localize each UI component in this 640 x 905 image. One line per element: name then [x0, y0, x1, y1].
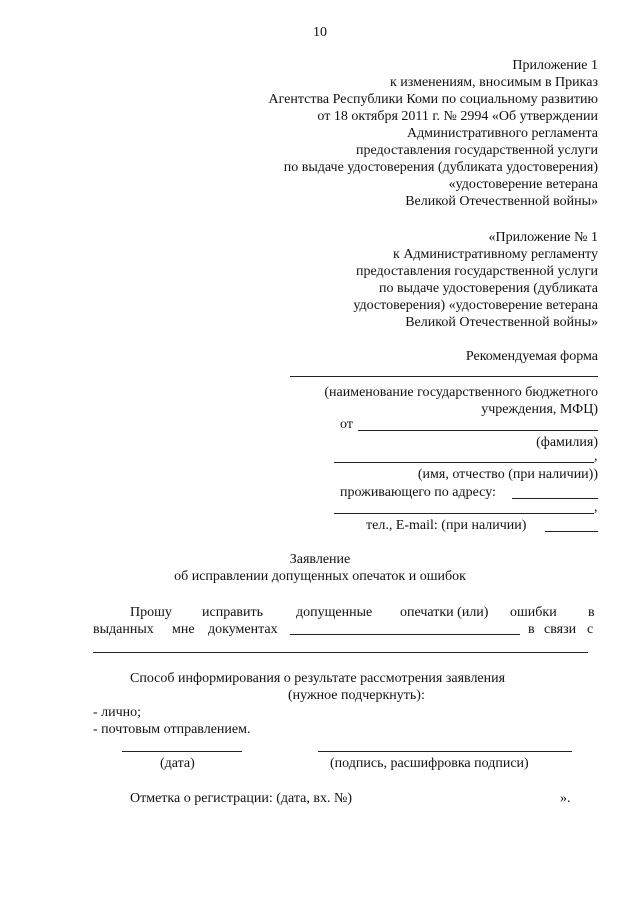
page-number: 10	[313, 25, 327, 40]
body-word: в	[588, 605, 595, 620]
body-word: с	[587, 622, 594, 637]
from-label: от	[340, 417, 353, 432]
inform-heading: Способ информирования о результате рассмотрения заявления	[130, 671, 506, 686]
body-word: связи	[544, 622, 577, 637]
registration-end: ».	[560, 791, 571, 806]
body-word: документах	[208, 622, 278, 637]
body-word: допущенные	[296, 605, 373, 620]
name-line	[334, 462, 594, 463]
institution-hint: (наименование государственного бюджетного	[324, 385, 598, 400]
date-label: (дата)	[160, 756, 195, 771]
address-line	[512, 498, 598, 499]
surname-hint: (фамилия)	[536, 435, 598, 450]
phone-line	[545, 531, 598, 532]
body-word: выданных	[93, 622, 154, 637]
address-line-2	[334, 513, 594, 514]
registration-label: Отметка о регистрации: (дата, вх. №)	[130, 791, 353, 806]
comma: ,	[594, 449, 598, 464]
date-line	[122, 751, 242, 752]
body-word: Прошу	[130, 605, 172, 620]
annex-1-line: Административного регламента	[406, 126, 598, 141]
signature-line	[318, 751, 572, 752]
body-word: опечатки (или)	[400, 605, 489, 620]
annex-1-line: по выдаче удостоверения (дубликата удостоверения)	[283, 160, 598, 175]
phone-label: тел., E-mail: (при наличии)	[366, 518, 527, 533]
body-word: мне	[172, 622, 195, 637]
inform-option: - почтовым отправлением.	[93, 722, 251, 737]
annex-2-line: «Приложение № 1	[488, 230, 598, 245]
reason-line	[93, 652, 588, 653]
recommended-form-label: Рекомендуемая форма	[465, 349, 598, 364]
title-subheading: об исправлении допущенных опечаток и ошибок	[174, 569, 466, 584]
annex-1-line: предоставления государственной услуги	[356, 143, 598, 158]
annex-2-line: к Административному регламенту	[393, 247, 598, 262]
body-word: ошибки	[510, 605, 557, 620]
address-label: проживающего по адресу:	[340, 485, 496, 500]
annex-2-line: Великой Отечественной войны»	[405, 315, 598, 330]
annex-2-header	[178, 229, 598, 331]
annex-1-header	[178, 57, 598, 210]
annex-1-line: Приложение 1	[512, 58, 598, 73]
institution-hint: учреждения, МФЦ)	[481, 402, 598, 417]
inform-hint: (нужное подчеркнуть):	[288, 688, 425, 703]
comma: ,	[594, 500, 598, 515]
surname-line	[358, 430, 598, 431]
name-hint: (имя, отчество (при наличии))	[417, 467, 598, 482]
annex-1-line: от 18 октября 2011 г. № 2994 «Об утверждении	[317, 109, 598, 124]
title-heading: Заявление	[289, 552, 351, 567]
annex-2-line: предоставления государственной услуги	[356, 264, 598, 279]
annex-2-line: удостоверения) «удостоверение ветерана	[353, 298, 598, 313]
institution-line	[290, 376, 598, 377]
annex-2-line: по выдаче удостоверения (дубликата	[379, 281, 598, 296]
signature-label: (подпись, расшифровка подписи)	[330, 756, 529, 771]
body-word: в	[528, 622, 535, 637]
inform-option: - лично;	[93, 705, 142, 720]
annex-1-line: Великой Отечественной войны»	[405, 194, 598, 209]
body-word: исправить	[202, 605, 264, 620]
annex-1-line: к изменениям, вносимым в Приказ	[389, 75, 598, 90]
annex-1-line: Агентства Республики Коми по социальному развитию	[268, 92, 598, 107]
annex-1-line: «удостоверение ветерана	[448, 177, 598, 192]
documents-line	[290, 634, 520, 635]
